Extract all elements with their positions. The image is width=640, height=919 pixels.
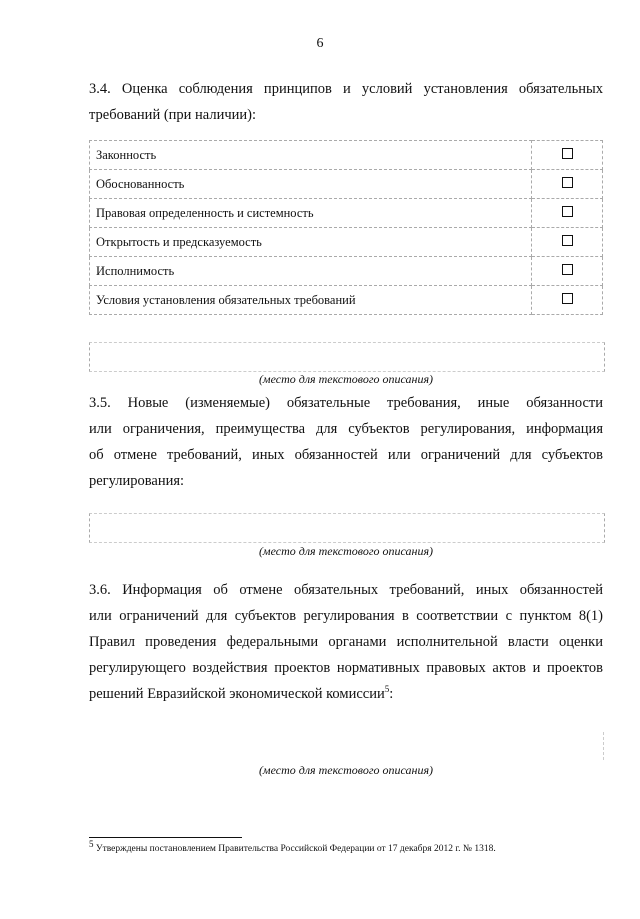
description-placeholder-label: (место для текстового описания)	[258, 763, 434, 777]
footnote-mark: 5	[89, 839, 94, 849]
section-3-6-line: регулирующего воздействия проектов нормативных правовых актов и проектов	[89, 660, 603, 676]
section-3-6-line: 3.6. Информация об отмене обязательных требований, иных обязанностей	[89, 582, 603, 598]
section-3-4-line: 3.4. Оценка соблюдения принципов и условий установления обязательных	[89, 81, 603, 97]
section-3-5-line: об отмене требований, иных обязанностей или ограничений для субъектов	[89, 447, 603, 463]
section-3-6-heading	[89, 577, 603, 707]
section-3-6-line: или ограничений для субъектов регулирования в соответствии с пунктом 8(1)	[89, 608, 603, 624]
checkbox[interactable]	[562, 177, 573, 188]
checkbox[interactable]	[562, 264, 573, 275]
section-3-4-heading	[89, 76, 603, 128]
criteria-label: Условия установления обязательных требований	[90, 286, 532, 315]
section-3-6-line: Правил проведения федеральными органами исполнительной власти оценки	[89, 634, 603, 650]
criteria-row	[90, 257, 603, 286]
criteria-label: Открытость и предсказуемость	[90, 228, 532, 257]
criteria-row	[90, 228, 603, 257]
criteria-row	[90, 141, 603, 170]
section-3-5-heading	[89, 390, 603, 494]
text-description-field[interactable]	[89, 342, 605, 372]
criteria-row	[90, 199, 603, 228]
footnote-text: Утверждены постановлением Правительства Российской Федерации от 17 декабря 2012 г. № 1318.	[93, 844, 496, 855]
checkbox[interactable]	[562, 148, 573, 159]
footnote-separator	[89, 837, 242, 838]
description-placeholder-label: (место для текстового описания)	[258, 544, 434, 558]
page-number: 6	[316, 36, 324, 51]
criteria-row	[90, 170, 603, 199]
criteria-row	[90, 286, 603, 315]
section-3-5-line: 3.5. Новые (изменяемые) обязательные требования, иные обязанности	[89, 395, 603, 411]
footnote-reference[interactable]: 5	[384, 684, 390, 695]
criteria-label: Обоснованность	[90, 170, 532, 199]
section-3-5-line: или ограничения, преимущества для субъектов регулирования, информация	[89, 421, 603, 437]
section-3-5-line: регулирования:	[89, 473, 185, 489]
checkbox[interactable]	[562, 206, 573, 217]
text-description-field[interactable]	[89, 732, 604, 760]
checkbox[interactable]	[562, 235, 573, 246]
text-description-field[interactable]	[89, 513, 605, 543]
section-3-4-line: требований (при наличии):	[89, 107, 257, 123]
description-placeholder-label: (место для текстового описания)	[258, 372, 434, 386]
criteria-label: Законность	[90, 141, 532, 170]
section-3-6-line: решений Евразийской экономической комиссии$^5$:	[89, 684, 394, 702]
criteria-label: Исполнимость	[90, 257, 532, 286]
footnote	[89, 839, 609, 855]
checkbox[interactable]	[562, 293, 573, 304]
criteria-table	[89, 140, 603, 315]
criteria-label: Правовая определенность и системность	[90, 199, 532, 228]
